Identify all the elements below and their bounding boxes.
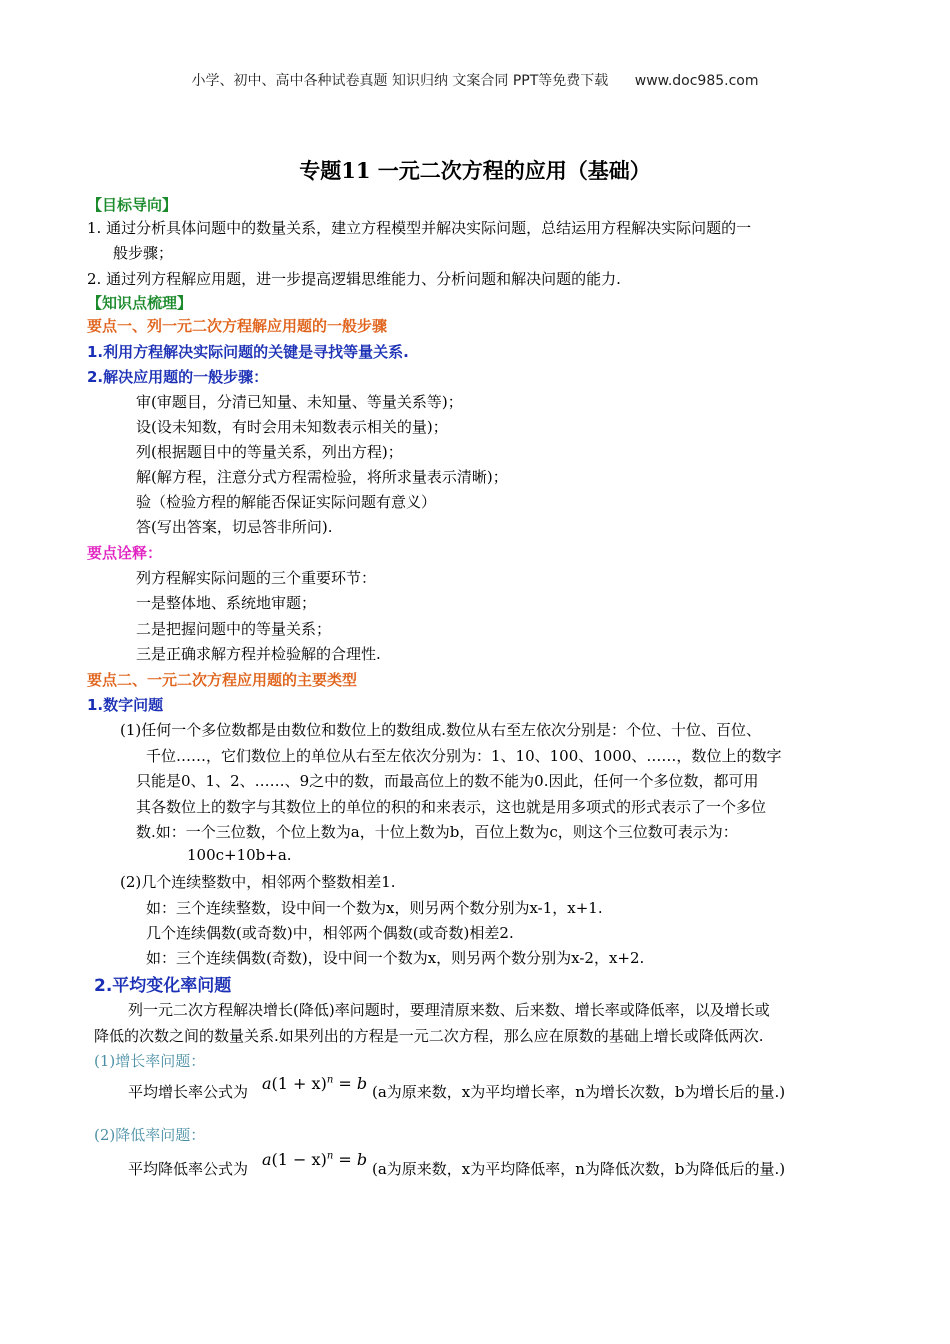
growth-heading: (1)增长率问题：	[94, 1052, 206, 1070]
digit-p2-line: 如：三个连续整数，设中间一个数为x，则另两个数分别为x-1，x+1.	[146, 899, 603, 917]
digit-p1-line: 100c+10b+a.	[187, 846, 292, 864]
step-item: 设(设未知数，有时会用未知数表示相关的量)；	[136, 418, 448, 436]
header-url[interactable]: www.doc985.com	[634, 73, 759, 89]
step-item: 答(写出答案，切忌答非所问).	[136, 518, 333, 536]
step-item: 验（检验方程的解能否保证实际问题有意义）	[136, 493, 437, 511]
growth-note: (a为原来数，x为平均增长率，n为增长次数，b为增长后的量.)	[372, 1083, 786, 1101]
decline-formula: $a(1 - x)^n = b$	[262, 1150, 368, 1169]
note-item: 三是正确求解方程并检验解的合理性.	[136, 645, 381, 663]
point1-sub2: 2.解决应用题的一般步骤：	[87, 368, 269, 386]
digit-p1-line: (1)任何一个多位数都是由数位和数位上的数组成.数位从右至左依次分别是：个位、十位、百位、	[120, 721, 762, 739]
goal-item-2: 2. 通过列方程解应用题，进一步提高逻辑思维能力、分析问题和解决问题的能力.	[87, 270, 621, 288]
growth-formula: $a(1 + x)^n = b$	[262, 1074, 368, 1093]
digit-p2-line: 如：三个连续偶数(奇数)，设中间一个数为x，则另两个数分别为x-2，x+2.	[146, 949, 645, 967]
point1-sub1: 1.利用方程解决实际问题的关键是寻找等量关系.	[87, 343, 409, 361]
rate-heading: 2.平均变化率问题	[94, 976, 232, 996]
point2-heading: 要点二、一元二次方程应用题的主要类型	[87, 671, 358, 689]
rate-intro-line-1: 列一元二次方程解决增长(降低)率问题时，要理清原来数、后来数、增长率或降低率，以及增长或	[128, 1001, 770, 1019]
note-item: 一是整体地、系统地审题；	[136, 594, 317, 612]
goals-heading: 【目标导向】	[87, 196, 178, 214]
note-item: 列方程解实际问题的三个重要环节：	[136, 569, 377, 587]
step-item: 审(审题目，分清已知量、未知量、等量关系等)；	[136, 393, 463, 411]
digit-p1-line: 其各数位上的数字与其数位上的单位的积的和来表示，这也就是用多项式的形式表示了一个多位	[136, 798, 767, 816]
digit-heading: 1.数字问题	[87, 696, 164, 714]
digit-p1-line: 只能是0、1、2、……、9之中的数，而最高位上的数不能为0.因此，任何一个多位数，都可用	[136, 772, 759, 790]
point1-heading: 要点一、列一元二次方程解应用题的一般步骤	[87, 317, 388, 335]
rate-intro-line-2: 降低的次数之间的数量关系.如果列出的方程是一元二次方程，那么应在原数的基础上增长或降低两次.	[94, 1027, 764, 1045]
page-title: 专题11 一元二次方程的应用（基础）	[299, 158, 651, 183]
digit-p1-line: 数.如：一个三位数，个位上数为a，十位上数为b，百位上数为c，则这个三位数可表示为：	[136, 823, 738, 841]
step-item: 解(解方程，注意分式方程需检验，将所求量表示清晰)；	[136, 468, 508, 486]
note-heading: 要点诠释：	[87, 544, 163, 562]
growth-label: 平均增长率公式为	[128, 1083, 249, 1101]
digit-p2-line: 几个连续偶数(或奇数)中，相邻两个偶数(或奇数)相差2.	[146, 924, 514, 942]
goal-item-1-line-2: 般步骤；	[113, 244, 174, 262]
digit-p1-line: 千位……，它们数位上的单位从右至左依次分别为：1、10、100、1000、……，数位上的数字	[146, 747, 782, 765]
knowledge-heading: 【知识点梳理】	[87, 294, 193, 312]
page-header	[0, 70, 950, 90]
digit-p2-line: (2)几个连续整数中，相邻两个整数相差1.	[120, 873, 396, 891]
decline-label: 平均降低率公式为	[128, 1160, 249, 1178]
goal-item-1-line-1: 1. 通过分析具体问题中的数量关系，建立方程模型并解决实际问题，总结运用方程解决实际问题的一	[87, 219, 752, 237]
header-text: 小学、初中、高中各种试卷真题 知识归纳 文案合同 PPT等免费下载	[191, 73, 609, 89]
decline-heading: (2)降低率问题：	[94, 1126, 206, 1144]
decline-note: (a为原来数，x为平均降低率，n为降低次数，b为降低后的量.)	[372, 1160, 786, 1178]
step-item: 列(根据题目中的等量关系，列出方程)；	[136, 443, 403, 461]
note-item: 二是把握问题中的等量关系；	[136, 620, 332, 638]
